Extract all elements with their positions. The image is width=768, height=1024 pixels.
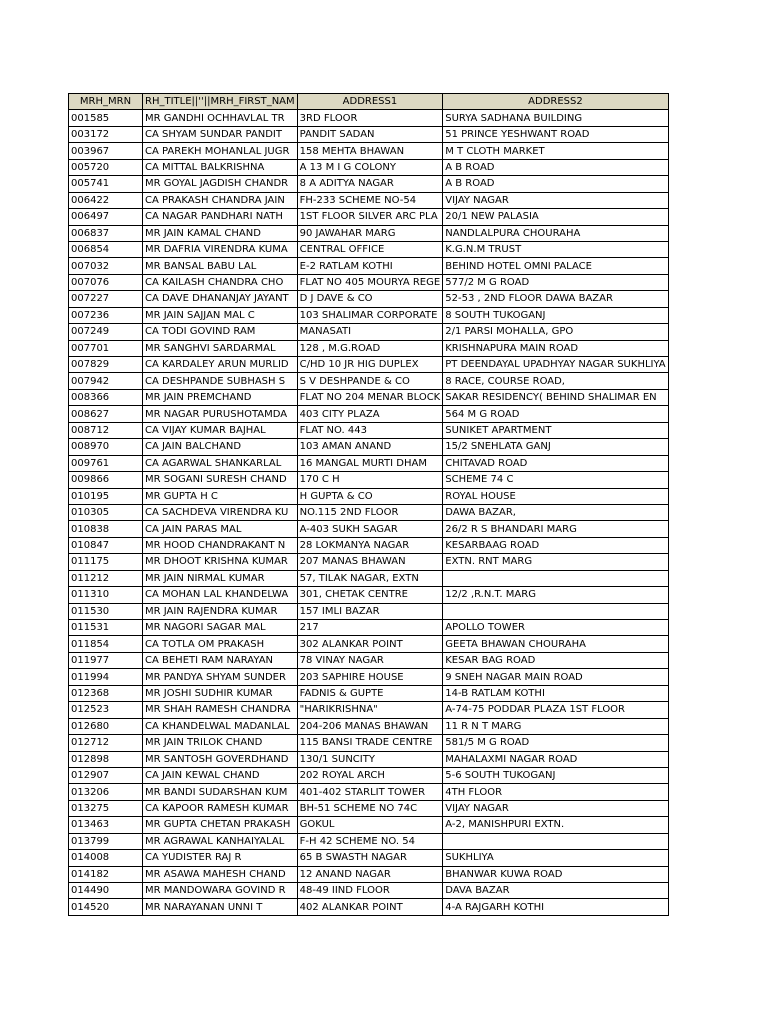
table-row	[69, 504, 669, 520]
cell-mrn[interactable]: 007032	[69, 258, 143, 274]
table-row	[69, 291, 669, 307]
cell-mrn[interactable]: 013799	[69, 833, 143, 849]
cell-address1[interactable]: 16 MANGAL MURTI DHAM	[297, 455, 443, 471]
cell-name[interactable]: CA JAIN KEWAL CHAND	[143, 767, 298, 783]
table-row	[69, 274, 669, 290]
cell-mrn[interactable]: 012907	[69, 767, 143, 783]
table-row	[69, 570, 669, 586]
table-row	[69, 373, 669, 389]
cell-address1[interactable]: NO.115 2ND FLOOR	[297, 504, 443, 520]
cell-name[interactable]: MR MANDOWARA GOVIND R	[143, 883, 298, 899]
cell-mrn[interactable]: 003172	[69, 126, 143, 142]
cell-address2[interactable]: KESARBAAG ROAD	[443, 537, 668, 553]
cell-name[interactable]: CA KHANDELWAL MADANLAL	[143, 718, 298, 734]
cell-address2[interactable]: 15/2 SNEHLATA GANJ	[443, 439, 668, 455]
table-row	[69, 652, 669, 668]
cell-mrn[interactable]: 001585	[69, 110, 143, 126]
cell-address1[interactable]: 130/1 SUNCITY	[297, 751, 443, 767]
column-header-address1[interactable]: ADDRESS1	[297, 94, 443, 110]
cell-address2[interactable]: 51 PRINCE YESHWANT ROAD	[443, 126, 668, 142]
cell-name[interactable]: CA MITTAL BALKRISHNA	[143, 159, 298, 175]
cell-name[interactable]: MR BANDI SUDARSHAN KUM	[143, 784, 298, 800]
cell-mrn[interactable]: 006854	[69, 241, 143, 257]
table-row	[69, 488, 669, 504]
table-row	[69, 751, 669, 767]
table-row	[69, 225, 669, 241]
cell-address1[interactable]: 103 SHALIMAR CORPORATE	[297, 307, 443, 323]
cell-address2[interactable]: 26/2 R S BHANDARI MARG	[443, 521, 668, 537]
cell-address1[interactable]: 48-49 IIND FLOOR	[297, 883, 443, 899]
cell-address1[interactable]: S V DESHPANDE & CO	[297, 373, 443, 389]
cell-address2[interactable]: MAHALAXMI NAGAR ROAD	[443, 751, 668, 767]
cell-address2[interactable]: 577/2 M G ROAD	[443, 274, 668, 290]
cell-name[interactable]: CA PRAKASH CHANDRA JAIN	[143, 192, 298, 208]
table-row	[69, 735, 669, 751]
cell-address2[interactable]: KESAR BAG ROAD	[443, 652, 668, 668]
table-row	[69, 620, 669, 636]
cell-mrn[interactable]: 010838	[69, 521, 143, 537]
cell-address1[interactable]: 302 ALANKAR POINT	[297, 636, 443, 652]
cell-mrn[interactable]: 011530	[69, 603, 143, 619]
column-header-mrn[interactable]: MRH_MRN	[69, 94, 143, 110]
cell-name[interactable]: CA SACHDEVA VIRENDRA KU	[143, 504, 298, 520]
cell-address2[interactable]: 12/2 ,R.N.T. MARG	[443, 587, 668, 603]
cell-mrn[interactable]: 008712	[69, 422, 143, 438]
cell-address1[interactable]: BH-51 SCHEME NO 74C	[297, 800, 443, 816]
cell-address2[interactable]: BHANWAR KUWA ROAD	[443, 866, 668, 882]
header-row	[69, 94, 669, 110]
cell-mrn[interactable]: 014490	[69, 883, 143, 899]
cell-address1[interactable]: 204-206 MANAS BHAWAN	[297, 718, 443, 734]
table-row	[69, 833, 669, 849]
cell-name[interactable]: CA KAILASH CHANDRA CHO	[143, 274, 298, 290]
table-row	[69, 389, 669, 405]
table-row	[69, 817, 669, 833]
cell-address2[interactable]: DAWA BAZAR,	[443, 504, 668, 520]
cell-name[interactable]: MR JOSHI SUDHIR KUMAR	[143, 685, 298, 701]
cell-address1[interactable]: F-H 42 SCHEME NO. 54	[297, 833, 443, 849]
cell-name[interactable]: MR DHOOT KRISHNA KUMAR	[143, 554, 298, 570]
cell-mrn[interactable]: 006497	[69, 209, 143, 225]
cell-mrn[interactable]: 011994	[69, 669, 143, 685]
cell-name[interactable]: MR JAIN SAJJAN MAL C	[143, 307, 298, 323]
cell-name[interactable]: MR GUPTA CHETAN PRAKASH	[143, 817, 298, 833]
table-row	[69, 767, 669, 783]
cell-address2[interactable]: A-74-75 PODDAR PLAZA 1ST FLOOR	[443, 702, 668, 718]
cell-mrn[interactable]: 012368	[69, 685, 143, 701]
cell-name[interactable]: MR JAIN TRILOK CHAND	[143, 735, 298, 751]
cell-address2[interactable]: SURYA SADHANA BUILDING	[443, 110, 668, 126]
cell-address1[interactable]: 103 AMAN ANAND	[297, 439, 443, 455]
table-row	[69, 718, 669, 734]
cell-address1[interactable]: 157 IMLI BAZAR	[297, 603, 443, 619]
cell-address1[interactable]: 8 A ADITYA NAGAR	[297, 176, 443, 192]
cell-address1[interactable]: C/HD 10 JR HIG DUPLEX	[297, 357, 443, 373]
cell-name[interactable]: MR JAIN NIRMAL KUMAR	[143, 570, 298, 586]
table-row	[69, 685, 669, 701]
table-row	[69, 126, 669, 142]
cell-address1[interactable]: 78 VINAY NAGAR	[297, 652, 443, 668]
cell-address1[interactable]: 1ST FLOOR SILVER ARC PLA	[297, 209, 443, 225]
table-row	[69, 192, 669, 208]
cell-mrn[interactable]: 008970	[69, 439, 143, 455]
cell-mrn[interactable]: 012523	[69, 702, 143, 718]
table-row	[69, 258, 669, 274]
table-row	[69, 340, 669, 356]
cell-mrn[interactable]: 010847	[69, 537, 143, 553]
column-header-address2[interactable]: ADDRESS2	[443, 94, 668, 110]
cell-address1[interactable]: 90 JAWAHAR MARG	[297, 225, 443, 241]
table-row	[69, 159, 669, 175]
cell-mrn[interactable]: 010195	[69, 488, 143, 504]
cell-address1[interactable]: 65 B SWASTH NAGAR	[297, 850, 443, 866]
cell-mrn[interactable]: 011977	[69, 652, 143, 668]
cell-address2[interactable]: 14-B RATLAM KOTHI	[443, 685, 668, 701]
cell-name[interactable]: MR GOYAL JAGDISH CHANDR	[143, 176, 298, 192]
cell-address1[interactable]: A 13 M I G COLONY	[297, 159, 443, 175]
table-row	[69, 241, 669, 257]
cell-mrn[interactable]: 009866	[69, 472, 143, 488]
table-row	[69, 866, 669, 882]
cell-address1[interactable]: 57, TILAK NAGAR, EXTN	[297, 570, 443, 586]
cell-address2[interactable]: SUNIKET APARTMENT	[443, 422, 668, 438]
cell-mrn[interactable]: 014182	[69, 866, 143, 882]
column-header-name[interactable]: RH_TITLE||''||MRH_FIRST_NAM	[143, 94, 298, 110]
cell-address1[interactable]: 203 SAPHIRE HOUSE	[297, 669, 443, 685]
cell-address2[interactable]	[443, 570, 668, 586]
cell-mrn[interactable]: 007236	[69, 307, 143, 323]
cell-address2[interactable]: APOLLO TOWER	[443, 620, 668, 636]
cell-address1[interactable]: MANASATI	[297, 324, 443, 340]
cell-address2[interactable]: VIJAY NAGAR	[443, 800, 668, 816]
cell-mrn[interactable]: 010305	[69, 504, 143, 520]
cell-address2[interactable]: CHITAVAD ROAD	[443, 455, 668, 471]
cell-address1[interactable]: FH-233 SCHEME NO-54	[297, 192, 443, 208]
cell-name[interactable]: CA KARDALEY ARUN MURLID	[143, 357, 298, 373]
cell-address1[interactable]: "HARIKRISHNA"	[297, 702, 443, 718]
cell-mrn[interactable]: 011854	[69, 636, 143, 652]
cell-address1[interactable]: 170 C H	[297, 472, 443, 488]
table-row	[69, 176, 669, 192]
table-header	[69, 94, 669, 110]
cell-name[interactable]: CA PAREKH MOHANLAL JUGR	[143, 143, 298, 159]
cell-address2[interactable]: A B ROAD	[443, 176, 668, 192]
cell-address1[interactable]: 115 BANSI TRADE CENTRE	[297, 735, 443, 751]
cell-mrn[interactable]: 011531	[69, 620, 143, 636]
cell-mrn[interactable]: 011310	[69, 587, 143, 603]
cell-address1[interactable]: FLAT NO 204 MENAR BLOCK	[297, 389, 443, 405]
table-row	[69, 669, 669, 685]
table-row	[69, 850, 669, 866]
cell-name[interactable]: MR JAIN KAMAL CHAND	[143, 225, 298, 241]
cell-address1[interactable]: 403 CITY PLAZA	[297, 406, 443, 422]
cell-address2[interactable]: KRISHNAPURA MAIN ROAD	[443, 340, 668, 356]
cell-name[interactable]: MR SANTOSH GOVERDHAND	[143, 751, 298, 767]
cell-address1[interactable]: 128 , M.G.ROAD	[297, 340, 443, 356]
cell-address2[interactable]: SCHEME 74 C	[443, 472, 668, 488]
cell-name[interactable]: CA JAIN PARAS MAL	[143, 521, 298, 537]
table-row	[69, 883, 669, 899]
cell-name[interactable]: MR JAIN RAJENDRA KUMAR	[143, 603, 298, 619]
cell-mrn[interactable]: 007249	[69, 324, 143, 340]
cell-mrn[interactable]: 012898	[69, 751, 143, 767]
cell-name[interactable]: CA VIJAY KUMAR BAJHAL	[143, 422, 298, 438]
cell-mrn[interactable]: 012680	[69, 718, 143, 734]
cell-name[interactable]: MR NARAYANAN UNNI T	[143, 899, 298, 915]
cell-address2[interactable]: EXTN. RNT MARG	[443, 554, 668, 570]
cell-name[interactable]: MR NAGORI SAGAR MAL	[143, 620, 298, 636]
cell-address2[interactable]: M T CLOTH MARKET	[443, 143, 668, 159]
cell-address1[interactable]: E-2 RATLAM KOTHI	[297, 258, 443, 274]
cell-address2[interactable]: 8 SOUTH TUKOGANJ	[443, 307, 668, 323]
cell-mrn[interactable]: 007942	[69, 373, 143, 389]
cell-name[interactable]: CA DAVE DHANANJAY JAYANT	[143, 291, 298, 307]
cell-mrn[interactable]: 013206	[69, 784, 143, 800]
cell-address2[interactable]: GEETA BHAWAN CHOURAHA	[443, 636, 668, 652]
cell-address1[interactable]: 202 ROYAL ARCH	[297, 767, 443, 783]
cell-name[interactable]: CA BEHETI RAM NARAYAN	[143, 652, 298, 668]
cell-name[interactable]: MR DAFRIA VIRENDRA KUMA	[143, 241, 298, 257]
table-row	[69, 110, 669, 126]
table-row	[69, 554, 669, 570]
cell-address2[interactable]: 4TH FLOOR	[443, 784, 668, 800]
cell-name[interactable]: MR PANDYA SHYAM SUNDER	[143, 669, 298, 685]
table-row	[69, 521, 669, 537]
cell-name[interactable]: MR ASAWA MAHESH CHAND	[143, 866, 298, 882]
cell-name[interactable]: CA TODI GOVIND RAM	[143, 324, 298, 340]
cell-name[interactable]: CA MOHAN LAL KHANDELWA	[143, 587, 298, 603]
cell-address2[interactable]: SUKHLIYA	[443, 850, 668, 866]
cell-address1[interactable]: 158 MEHTA BHAWAN	[297, 143, 443, 159]
cell-address1[interactable]: 401-402 STARLIT TOWER	[297, 784, 443, 800]
cell-address2[interactable]: 581/5 M G ROAD	[443, 735, 668, 751]
table-row	[69, 455, 669, 471]
cell-mrn[interactable]: 013463	[69, 817, 143, 833]
table-row	[69, 143, 669, 159]
table-row	[69, 537, 669, 553]
cell-mrn[interactable]: 011175	[69, 554, 143, 570]
cell-address1[interactable]: 207 MANAS BHAWAN	[297, 554, 443, 570]
table-row	[69, 472, 669, 488]
cell-name[interactable]: MR GANDHI OCHHAVLAL TR	[143, 110, 298, 126]
cell-address2[interactable]: 8 RACE, COURSE ROAD,	[443, 373, 668, 389]
cell-address2[interactable]: ROYAL HOUSE	[443, 488, 668, 504]
cell-name[interactable]: CA YUDISTER RAJ R	[143, 850, 298, 866]
cell-address2[interactable]: 20/1 NEW PALASIA	[443, 209, 668, 225]
cell-address1[interactable]: H GUPTA & CO	[297, 488, 443, 504]
cell-address2[interactable]: 4-A RAJGARH KOTHI	[443, 899, 668, 915]
table-row	[69, 702, 669, 718]
table-row	[69, 324, 669, 340]
cell-name[interactable]: CA JAIN BALCHAND	[143, 439, 298, 455]
cell-mrn[interactable]: 005720	[69, 159, 143, 175]
cell-mrn[interactable]: 008627	[69, 406, 143, 422]
cell-mrn[interactable]: 014520	[69, 899, 143, 915]
cell-address2[interactable]: A-2, MANISHPURI EXTN.	[443, 817, 668, 833]
cell-mrn[interactable]: 003967	[69, 143, 143, 159]
cell-name[interactable]: MR BANSAL BABU LAL	[143, 258, 298, 274]
cell-address1[interactable]: 217	[297, 620, 443, 636]
table-row	[69, 784, 669, 800]
cell-address1[interactable]: A-403 SUKH SAGAR	[297, 521, 443, 537]
table-row	[69, 422, 669, 438]
table-row	[69, 209, 669, 225]
cell-name[interactable]: MR SOGANI SURESH CHAND	[143, 472, 298, 488]
table-row	[69, 800, 669, 816]
cell-address1[interactable]: PANDIT SADAN	[297, 126, 443, 142]
cell-mrn[interactable]: 011212	[69, 570, 143, 586]
cell-address2[interactable]: SAKAR RESIDENCY( BEHIND SHALIMAR EN	[443, 389, 668, 405]
cell-address1[interactable]: GOKUL	[297, 817, 443, 833]
cell-address1[interactable]: FLAT NO. 443	[297, 422, 443, 438]
cell-mrn[interactable]: 005741	[69, 176, 143, 192]
cell-address2[interactable]: NANDLALPURA CHOURAHA	[443, 225, 668, 241]
cell-name[interactable]: MR AGRAWAL KANHAIYALAL	[143, 833, 298, 849]
cell-mrn[interactable]: 012712	[69, 735, 143, 751]
cell-address2[interactable]: A B ROAD	[443, 159, 668, 175]
cell-address1[interactable]: FLAT NO 405 MOURYA REGE	[297, 274, 443, 290]
cell-address2[interactable]	[443, 603, 668, 619]
cell-address2[interactable]: 9 SNEH NAGAR MAIN ROAD	[443, 669, 668, 685]
cell-address1[interactable]: 12 ANAND NAGAR	[297, 866, 443, 882]
cell-address1[interactable]: 402 ALANKAR POINT	[297, 899, 443, 915]
cell-name[interactable]: MR SANGHVI SARDARMAL	[143, 340, 298, 356]
cell-address1[interactable]: 3RD FLOOR	[297, 110, 443, 126]
cell-mrn[interactable]: 006837	[69, 225, 143, 241]
cell-mrn[interactable]: 007829	[69, 357, 143, 373]
cell-name[interactable]: CA NAGAR PANDHARI NATH	[143, 209, 298, 225]
cell-mrn[interactable]: 014008	[69, 850, 143, 866]
cell-name[interactable]: CA SHYAM SUNDAR PANDIT	[143, 126, 298, 142]
cell-address2[interactable]: 5-6 SOUTH TUKOGANJ	[443, 767, 668, 783]
cell-name[interactable]: MR GUPTA H C	[143, 488, 298, 504]
cell-address2[interactable]: DAVA BAZAR	[443, 883, 668, 899]
table-row	[69, 636, 669, 652]
cell-name[interactable]: CA AGARWAL SHANKARLAL	[143, 455, 298, 471]
cell-address1[interactable]: 301, CHETAK CENTRE	[297, 587, 443, 603]
cell-mrn[interactable]: 007076	[69, 274, 143, 290]
table-body	[69, 110, 669, 915]
spreadsheet-table	[68, 93, 669, 916]
cell-name[interactable]: CA KAPOOR RAMESH KUMAR	[143, 800, 298, 816]
cell-name[interactable]: CA TOTLA OM PRAKASH	[143, 636, 298, 652]
table-row	[69, 899, 669, 915]
table-row	[69, 357, 669, 373]
cell-name[interactable]: MR SHAH RAMESH CHANDRA	[143, 702, 298, 718]
table-row	[69, 406, 669, 422]
cell-address1[interactable]: FADNIS & GUPTE	[297, 685, 443, 701]
cell-address1[interactable]: D J DAVE & CO	[297, 291, 443, 307]
cell-name[interactable]: CA DESHPANDE SUBHASH S	[143, 373, 298, 389]
table-row	[69, 587, 669, 603]
cell-address1[interactable]: CENTRAL OFFICE	[297, 241, 443, 257]
table-row	[69, 307, 669, 323]
cell-name[interactable]: MR JAIN PREMCHAND	[143, 389, 298, 405]
cell-name[interactable]: MR HOOD CHANDRAKANT N	[143, 537, 298, 553]
cell-address2[interactable]: 2/1 PARSI MOHALLA, GPO	[443, 324, 668, 340]
cell-address2[interactable]: K.G.N.M TRUST	[443, 241, 668, 257]
cell-mrn[interactable]: 007701	[69, 340, 143, 356]
table-row	[69, 439, 669, 455]
cell-mrn[interactable]: 008366	[69, 389, 143, 405]
cell-address2[interactable]: 11 R N T MARG	[443, 718, 668, 734]
cell-address2[interactable]: 52-53 , 2ND FLOOR DAWA BAZAR	[443, 291, 668, 307]
cell-address2[interactable]	[443, 833, 668, 849]
cell-mrn[interactable]: 007227	[69, 291, 143, 307]
cell-mrn[interactable]: 013275	[69, 800, 143, 816]
cell-address2[interactable]: BEHIND HOTEL OMNI PALACE	[443, 258, 668, 274]
cell-mrn[interactable]: 006422	[69, 192, 143, 208]
cell-address2[interactable]: 564 M G ROAD	[443, 406, 668, 422]
cell-mrn[interactable]: 009761	[69, 455, 143, 471]
cell-name[interactable]: MR NAGAR PURUSHOTAMDA	[143, 406, 298, 422]
cell-address2[interactable]: PT DEENDAYAL UPADHYAY NAGAR SUKHLIYA	[443, 357, 668, 373]
cell-address1[interactable]: 28 LOKMANYA NAGAR	[297, 537, 443, 553]
table-row	[69, 603, 669, 619]
cell-address2[interactable]: VIJAY NAGAR	[443, 192, 668, 208]
